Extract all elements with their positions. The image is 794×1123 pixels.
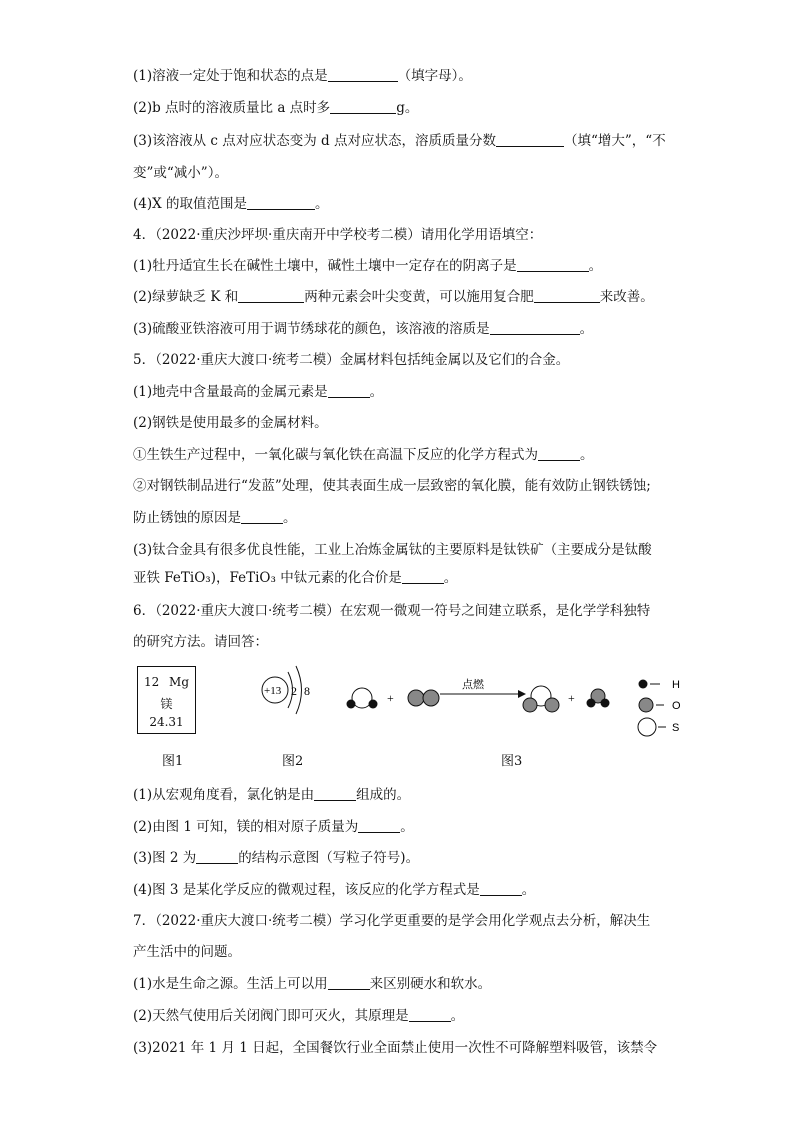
line-text: 。 — [400, 819, 414, 835]
answer-blank[interactable] — [328, 383, 370, 398]
legend-o: O — [672, 700, 681, 712]
line-text: (2)天然气使用后关闭阀门即可灭火，其原理是 — [133, 1008, 409, 1024]
o2-molecule — [408, 690, 439, 706]
h2o-molecule — [587, 689, 610, 708]
line-text: 。 — [579, 321, 594, 337]
line-text: 。 — [369, 384, 384, 400]
line-text: (3)钛合金具有很多优良性能，工业上冶炼金属钛的主要原料是钛铁矿（主要成分是钛酸 — [133, 542, 652, 558]
line-text: ②对钢铁制品进行“发蓝”处理，使其表面生成一层致密的氧化膜，能有效防止钢铁锈蚀; — [133, 478, 651, 494]
answer-blank[interactable] — [517, 257, 589, 272]
line-text: (3)该溶液从 c 点对应状态变为 d 点对应状态，溶质质量分数 — [133, 133, 496, 149]
text-line — [133, 943, 241, 961]
answer-blank[interactable] — [238, 288, 304, 303]
legend-s: S — [672, 722, 680, 734]
arrow-head — [518, 690, 526, 698]
answer-blank[interactable] — [409, 1007, 451, 1022]
line-text: 4．（2022·重庆沙坪坝·重庆南开中学校考二模）请用化学用语填空： — [133, 227, 543, 243]
shell1-electrons: 2 — [291, 684, 297, 698]
line-text: 变”或“减小”）。 — [133, 165, 228, 181]
reaction-condition: 点燃 — [462, 678, 484, 691]
line-text: 产生活中的问题。 — [133, 944, 241, 960]
line-text: (1)溶液一定处于饱和状态的点是 — [133, 68, 328, 84]
line-text: 5．（2022·重庆大渡口·统考二模）金属材料包括纯金属以及它们的合金。 — [133, 352, 570, 368]
line-text: 。 — [450, 1008, 465, 1024]
plus-sign-1: + — [387, 691, 394, 705]
answer-blank[interactable] — [496, 132, 564, 147]
so2-molecule — [523, 686, 559, 712]
answer-blank[interactable] — [538, 446, 580, 461]
nucleus-charge: +13 — [264, 685, 282, 697]
line-text: (3)2021 年 1 月 1 日起，全国餐饮行业全面禁止使用一次性不可降解塑料吸管，该禁令 — [133, 1040, 658, 1056]
text-line — [133, 226, 542, 244]
plus-sign-2: + — [568, 691, 575, 705]
line-text: 亚铁 FeTiO₃)，FeTiO₃ 中钛元素的化合价是 — [133, 570, 402, 586]
line-text: 。 — [580, 447, 594, 463]
line-text: (1)牡丹适宜生长在碱性土壤中，碱性土壤中一定存在的阴离子是 — [133, 258, 517, 274]
line-text: 防止锈蚀的原因是 — [133, 510, 241, 526]
element-symbol: Mg — [169, 675, 189, 689]
text-line — [133, 477, 651, 495]
text-line — [133, 288, 654, 306]
atomic-number: 12 — [144, 675, 160, 689]
line-text: 来区别硬水和软水。 — [369, 976, 492, 992]
text-line — [133, 320, 593, 338]
answer-blank[interactable] — [328, 67, 398, 82]
text-line — [133, 132, 666, 150]
answer-blank[interactable] — [247, 195, 315, 210]
figure1-caption: 图1 — [162, 754, 184, 769]
text-line — [133, 786, 410, 804]
answer-blank[interactable] — [330, 99, 396, 114]
text-line — [133, 383, 383, 401]
magnesium-element-card — [137, 666, 196, 734]
line-text: 来改善。 — [599, 289, 654, 305]
line-text: 。 — [521, 882, 536, 898]
text-line — [133, 67, 472, 85]
answer-blank[interactable] — [534, 288, 600, 303]
text-line — [133, 1007, 464, 1025]
figure3-caption: 图3 — [501, 754, 523, 769]
h2s-molecule-left — [347, 688, 378, 709]
text-line — [133, 446, 594, 464]
line-text: (1)从宏观角度看，氯化钠是由 — [133, 787, 315, 803]
text-line — [133, 912, 650, 930]
answer-blank[interactable] — [314, 786, 356, 801]
atom-structure-diagram — [255, 660, 325, 720]
line-text: (2)由图 1 可知，镁的相对原子质量为 — [133, 819, 359, 835]
line-text: (3)图 2 为 — [133, 850, 197, 866]
line-text: (1)地壳中含量最高的金属元素是 — [133, 384, 328, 400]
text-line — [133, 602, 650, 620]
text-line — [133, 414, 328, 432]
text-line — [133, 509, 297, 527]
answer-blank[interactable] — [490, 320, 580, 335]
line-text: 的研究方法。请回答： — [133, 634, 268, 650]
answer-blank[interactable] — [358, 818, 400, 833]
text-line — [133, 633, 268, 651]
answer-blank[interactable] — [241, 509, 283, 524]
shell2-electrons: 8 — [304, 684, 310, 698]
line-text: (2)b 点时的溶液质量比 a 点时多 — [133, 100, 331, 116]
legend — [638, 679, 681, 736]
element-name: 镁 — [160, 697, 173, 711]
answer-blank[interactable] — [196, 849, 238, 864]
line-text: g。 — [396, 100, 419, 116]
text-line — [133, 541, 652, 559]
line-text: 7．（2022·重庆大渡口·统考二模）学习化学更重要的是学会用化学观点去分析，解决生 — [133, 913, 651, 929]
line-text: 。 — [588, 258, 603, 274]
line-text: 的结构示意图（写粒子符号)。 — [238, 850, 420, 866]
line-text: (4)X 的取值范围是 — [133, 196, 248, 212]
answer-blank[interactable] — [480, 881, 522, 896]
line-text: (2)绿萝缺乏 K 和 — [133, 289, 239, 305]
line-text: （填字母）。 — [397, 68, 472, 84]
text-line — [133, 975, 491, 993]
line-text: ①生铁生产过程中，一氧化碳与氧化铁在高温下反应的化学方程式为 — [133, 447, 538, 463]
text-line — [133, 569, 457, 587]
line-text: 两种元素会叶尖变黄，可以施用复合肥 — [304, 289, 534, 305]
line-text: (2)钢铁是使用最多的金属材料。 — [133, 415, 328, 431]
atomic-mass: 24.31 — [149, 715, 184, 729]
line-text: (1)水是生命之源。生活上可以用 — [133, 976, 328, 992]
text-line — [133, 257, 602, 275]
line-text: 组成的。 — [356, 787, 411, 803]
line-text: (3)硫酸亚铁溶液可用于调节绣球花的颜色，该溶液的溶质是 — [133, 321, 490, 337]
line-text: （填“增大”，“不 — [564, 133, 666, 149]
answer-blank[interactable] — [402, 569, 444, 584]
text-line — [133, 164, 228, 182]
line-text: 。 — [315, 196, 329, 212]
text-line — [133, 881, 535, 899]
text-line — [133, 1039, 657, 1057]
text-line — [133, 351, 569, 369]
figure2-caption: 图2 — [282, 754, 304, 769]
legend-h: H — [672, 679, 680, 691]
text-line — [133, 195, 329, 213]
line-text: (4)图 3 是某化学反应的微观过程，该反应的化学方程式是 — [133, 882, 480, 898]
line-text: 。 — [443, 570, 458, 586]
line-text: 。 — [283, 510, 297, 526]
text-line — [133, 818, 414, 836]
text-line — [133, 99, 418, 117]
line-text: 6．（2022·重庆大渡口·统考二模）在宏观一微观一符号之间建立联系，是化学学科独特 — [133, 603, 651, 619]
reaction-diagram — [340, 672, 690, 742]
answer-blank[interactable] — [328, 975, 370, 990]
text-line — [133, 849, 419, 867]
